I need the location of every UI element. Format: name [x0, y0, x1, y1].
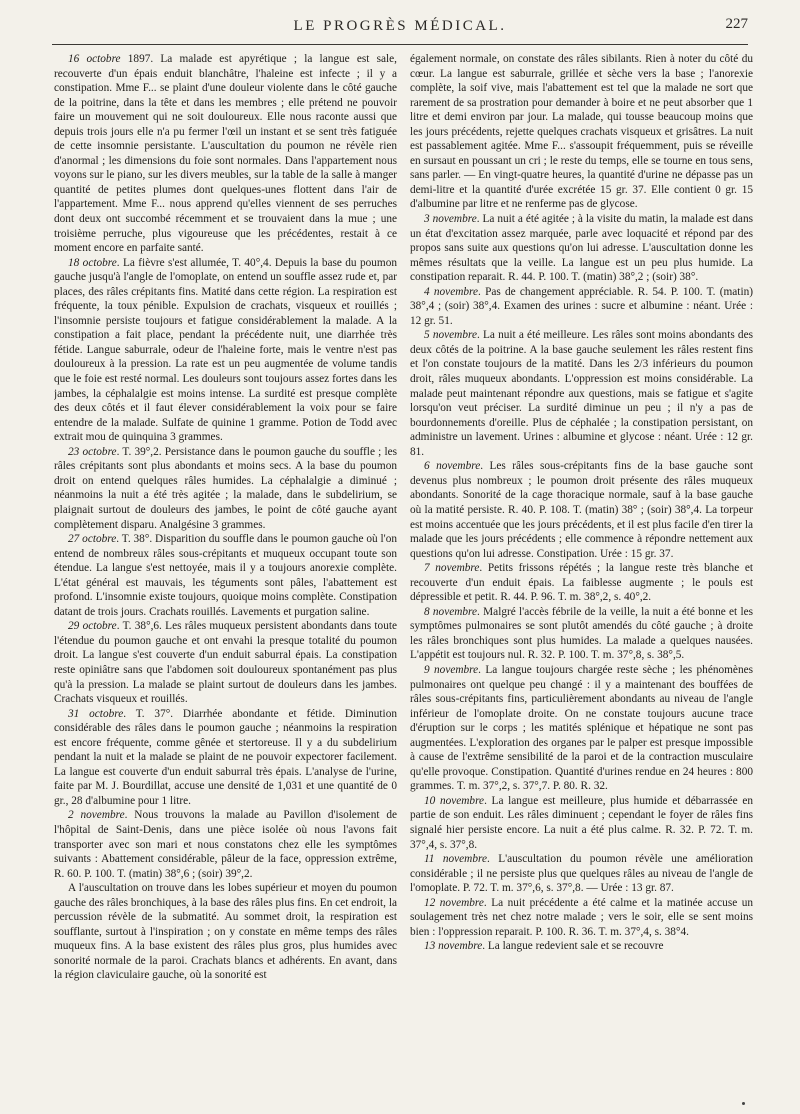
entry-date: 12 novembre [424, 896, 484, 909]
header-rule [52, 44, 748, 45]
case-entry [54, 707, 397, 809]
case-entry [410, 52, 753, 212]
case-entry [410, 561, 753, 605]
entry-text: . La langue est meilleure, plus humide et débarrassée en partie de son enduit. Les râles diminuent ; cependant le foyer de râles fins signalé hier persiste encore. La nuit a été plus calme. R. 32. P. 72. T. m. 37°,4, s. 37°,8. [410, 794, 753, 851]
entry-text: . L'auscultation du poumon révèle une amélioration considérable ; il ne persiste plus que quelques râles au niveau de l'angle de l'omoplate. P. 72. T. m. 37°,6, s. 37°,8. — Urée : 13 gr. 87. [410, 853, 753, 895]
entry-date: 16 octobre [68, 53, 121, 65]
entry-date: 5 novembre [424, 329, 477, 342]
case-entry [54, 619, 397, 706]
case-entry [54, 445, 397, 532]
entry-date: 27 octobre [68, 533, 117, 546]
entry-date: 13 novembre [424, 940, 483, 953]
entry-text: . Malgré l'accès fébrile de la veille, la nuit a été bonne et les symptômes pulmonaires se sont plutôt amendés du côté gauche ; à droite les râles bronchiques sont plus humides. La malade a quelques nausées. L'appétit est toujours nul. R. 32. P. 100. T. m. 37°,8, s. 38°,5. [410, 605, 753, 662]
entry-text: . La nuit a été agitée ; à la visite du matin, la malade est dans un état d'excitation assez marquée, parle avec loquacité et répond par des propos sans suite aux questions qu'on lui adresse. L'auscultation donne les mêmes résultats que la veille. La langue est un peu plus humide. La constipation reparait. R. 44. P. 100. T. (matin) 38°,2 ; (soir) 38°. [410, 213, 753, 284]
entry-date: 9 novembre [424, 663, 479, 676]
entry-text: . La langue toujours chargée reste sèche ; les phénomènes pulmonaires ont quelque peu changé : il y a maintenant des bouffées de râles sous-crépitants fins, particulièrement abondants au niveau de l'angle inférieur de l'omoplate droite. On ne constate toujours aucune trace d'éruption sur le corps ; les matités splénique et hépatique ne sont pas augmentées. L'exploration des organes par le palper est presque impossible à cause de l'extrême sensibilité de la paroi et de la contraction musculaire qu'elle provoque. Constipation. Quantité d'urines rendue en 24 heures : 800 grammes. T. m. 37°,2, s. 37°,7. P. 80. R. 32. [410, 663, 753, 793]
entry-date: 2 novembre [68, 809, 125, 822]
entry-text: . Pas de changement appréciable. R. 54. P. 100. T. (matin) 38°,4 ; (soir) 38°,4. Examen des urines : sucre et albumine : néant. Urée : 12 gr. 51. [410, 285, 753, 327]
entry-text: . La fièvre s'est allumée, T. 40°,4. Depuis la base du poumon gauche jusqu'à l'angle de l'omoplate, on entend un souffle assez rude et, par places, des râles crépitants fins. Matité dans cette région. La respiration est fréquente, la toux pénible. Expulsion de crachats, visqueux et rouillés ; l'insomnie persiste toujours et fatigue considérablement la malade. A la constipation a fait place, pendant la précédente nuit, une diarrhée très fétide. Langue saburrale, odeur de l'haleine forte, mais le ventre n'est pas douloureux à la pression. La rate est un peu augmentée de volume tandis que le foie est resté normal. Les douleurs sont toujours assez fortes dans les jambes, la céphalalgie est moins intense. La surdité est presque complète des deux côtés et il faut élever considérablement la voix pour se faire entendre de la malade. Sulfate de quinine 1 gramme. Potion de Todd avec extrait mou de quinquina 3 grammes. [54, 256, 397, 444]
case-entry [410, 896, 753, 940]
entry-date: 3 novembre [424, 213, 477, 226]
case-entry [410, 459, 753, 561]
entry-text: . T. 38°. Disparition du souffle dans le poumon gauche où l'on entend de nombreux râles sous-crépitants et muqueux occupant toute son étendue. La langue s'est nettoyée, mais il y a toujours anorexie complète. L'état général est mauvais, les téguments sont pâles, l'abattement est profond. L'insomnie existe toujours, quoique moins complète. Constipation datant de trois jours. Crachats rouillés. Lavements et purgation saline. [54, 533, 397, 618]
case-entry [410, 212, 753, 285]
entry-text: également normale, on constate des râles sibilants. Rien à noter du côté du cœur. La langue est saburrale, grillée et sèche vers la base ; l'anorexie complète, la soif vive, mais l'abattement est tel que la malade ne sort que rarement de sa prostration pour demander à boire et ne peut absorber que 1 litre et demi environ par jour. La malade, qui tousse beaucoup moins que les jours précédents, rejette quelques crachats visqueux et grisâtres. La nuit est passablement agitée. Mme F... s'assoupit fréquemment, puis se réveille en sursaut en poussant un cri ; le reste du temps, elle se tourne en tous sens, sans parler. — En vingt-quatre heures, la quantité d'urine ne dépasse pas un demi-litre et la quantité d'urée excrétée 15 gr. 37. Elle contient 0 gr. 15 d'albumine par litre et ne renferme pas de glycose. [410, 53, 753, 211]
entry-date: 7 novembre [424, 562, 480, 575]
entry-text: . Petits frissons répétés ; la langue reste très blanche et recouverte d'un enduit épais. La faiblesse augmente ; le pouls est dépressible et petit. R. 44. P. 96. T. m. 38°,2, s. 40°,2. [410, 562, 753, 604]
case-entry [410, 328, 753, 459]
entry-text: . T. 38°,6. Les râles muqueux persistent abondants dans toute l'étendue du poumon gauche et ont envahi la presque totalité du poumon droit. La langue s'est couverte d'un enduit saburral épais. La constipation reste opiniâtre sans que l'abdomen soit douloureux spontanément pas plus qu'à la pression. La malade se plaint surtout de douleurs dans les jambes. Crachats visqueux et rouillés. [54, 620, 397, 706]
case-entry [410, 605, 753, 663]
entry-text: 1897. La malade est apyrétique ; la langue est sale, recouverte d'un épais enduit blanchâtre, l'haleine est infecte ; il y a constipation. Mme F... se plaint d'une douleur violente dans le côté gauche de la poitrine, dans la tête et dans les membres ; elle prétend ne pouvoir faire un mouvement qui ne soit douloureux. Elle nous raconte aussi que depuis trois jours elle n'a pu fermer l'œil un instant et se sent très fatiguée de cette insomnie persistante. L'auscultation du poumon ne révèle rien d'anormal ; les dimensions du foie sont normales. Dans l'appartement nous voyons sur le piano, sur les divers meubles, sur la table de la salle à manger quantité de petites plumes dont quelques-unes flottent dans l'air de l'appartement. Mme F... nous apprend qu'elles viennent de ses perruches dont deux ont succombé récemment et se trouvaient dans la mue ; une troisième perruche, plus vigoureuse que les précédentes, restait à ce moment encore en parfaite santé. [54, 53, 397, 255]
entry-text: . La langue redevient sale et se recouvre [482, 940, 664, 953]
case-entry [410, 285, 753, 329]
entry-text: . T. 37°. Diarrhée abondante et fétide. Diminution considérable des râles dans le poumon gauche ; néanmoins la respiration est encore fréquente, comme gênée et stertoreuse. Il y a du subdelirium pendant la nuit et la malade se plaint de ne pouvoir expectorer facilement. La langue est couverte d'un enduit saburral très épais. L'analyse de l'urine, faite par M. J. Bourdillat, accuse une densité de 1,031 et une quantité de 0 gr., 28 d'albumine pour 1 litre. [54, 707, 397, 807]
entry-date: 18 octobre [68, 256, 117, 269]
entry-date: 4 novembre [424, 285, 479, 298]
entry-text: . T. 39°,2. Persistance dans le poumon gauche du souffle ; les râles crépitants sont plus abondants et moins secs. A la base du poumon droit on entend quelques râles humides. La céphalalgie a diminué ; néanmoins la nuit a été très agitée ; la malade, dans le subdelirium, se plaignait surtout de douleurs des jambes, le point de côté gauche ayant complètement disparu. Analgésine 3 grammes. [54, 445, 397, 531]
case-entry [410, 663, 753, 794]
running-header [52, 16, 748, 42]
right-column [410, 52, 753, 954]
case-entry [410, 852, 753, 896]
entry-date: 6 novembre [424, 460, 481, 473]
case-entry [54, 881, 397, 983]
case-entry [54, 532, 397, 619]
case-entry [54, 52, 397, 256]
entry-date: 10 novembre [424, 794, 485, 807]
case-entry [54, 808, 397, 881]
page-number: 227 [725, 16, 748, 32]
journal-title: LE PROGRÈS MÉDICAL. [293, 18, 507, 34]
entry-text: . La nuit a été meilleure. Les râles sont moins abondants des deux côtés de la poitrine. A la base gauche seulement les râles restent fins et l'on constate toujours de la matité. Dans les 2/3 inférieurs du poumon droit, râles muqueux abondants. L'oppression est moins considérable. La malade peut maintenant répondre aux questions, mais se fatigue et s'agite lorsqu'on veut préciser. La surdité diminue un peu ; il n'y a pas de bourdonnements d'oreille. Plus de céphalée ; la constipation persistant, on administre un lavement. Urines : albumine et glycose : néant. Urée : 12 gr. 81. [410, 329, 753, 458]
entry-date: 8 novembre [424, 605, 478, 618]
entry-text: A l'auscultation on trouve dans les lobes supérieur et moyen du poumon gauche des râles bronchiques, à la base des râles plus fins. En cet endroit, la percussion révèle de la submatité. Au sommet droit, la respiration est soufflante, surtout à l'inspiration ; on y constate en même temps des râles muqueux fins. A la base existent des râles plus gros, plus humides avec sonorité normale de la paroi. Crachats blancs et adhérents. En avant, dans la région claviculaire gauche, où la sonorité est [54, 882, 397, 982]
left-column [54, 52, 397, 983]
entry-date: 31 octobre [68, 707, 124, 720]
entry-text: . Nous trouvons la malade au Pavillon d'isolement de l'hôpital de Saint-Denis, dans une pièce isolée où nous l'avons fait transporter avec son mari et nous constatons chez elle les symptômes suivants : Abattement considérable, pâleur de la face, oppression extrême, R. 60. P. 100. T. (matin) 38°,6 ; (soir) 39°,2. [54, 809, 397, 880]
entry-date: 23 octobre [68, 445, 117, 458]
entry-date: 11 novembre [424, 853, 487, 866]
entry-text: . Les râles sous-crépitants fins de la base gauche sont devenus plus nombreux ; le poumon droit présente des râles muqueux abondants. Sonorité de la cage thoracique normale, sauf à la base gauche où la matité persiste. R. 40. P. 108. T. (matin) 38° ; (soir) 38°,4. La torpeur est moins accentuée que les jours précédents, et il est plus facile d'en tirer la malade que les jours précédents ; elle commence à répondre nettement aux questions qu'on lui adresse. Constipation. Urée : 15 gr. 37. [410, 460, 753, 560]
case-entry [410, 939, 753, 954]
printer-dot [742, 1102, 745, 1105]
case-entry [410, 794, 753, 852]
case-entry [54, 256, 397, 445]
entry-date: 29 octobre [68, 620, 117, 633]
entry-text: . La nuit précédente a été calme et la matinée accuse un soulagement très net chez notre malade ; vers le soir, elle se sent moins bien : l'oppression reparait. P. 100. R. 36. T. m. 37°,4, s. 38°4. [410, 896, 753, 938]
